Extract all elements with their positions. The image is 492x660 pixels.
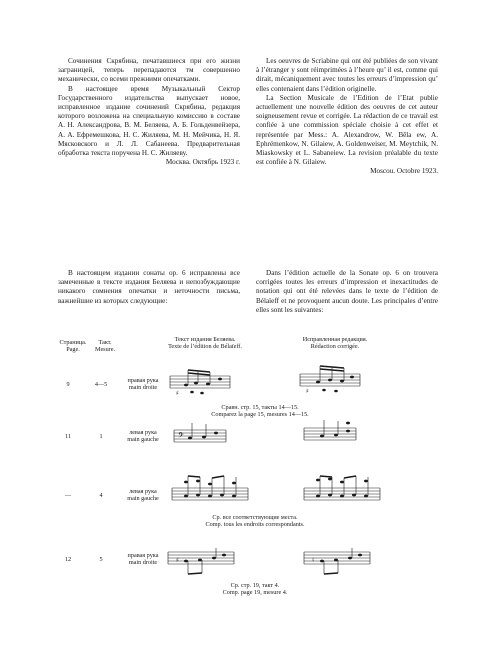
header-bar	[90, 339, 120, 354]
row-3-corrected-notation	[302, 472, 382, 512]
row-3-original-notation	[170, 472, 250, 512]
svg-text:♯: ♯	[306, 388, 309, 395]
row-4-bar: 5	[99, 556, 103, 563]
row-4-page: 12	[64, 556, 72, 563]
row-3-hand-fr: main gauche	[127, 495, 159, 503]
row-3-note-fr: Comp. tous les endroits correspondants.	[205, 521, 305, 529]
row-1-corrected-notation	[298, 360, 362, 396]
row-4-note-ru: Ср. стр. 19, такт 4.	[230, 582, 280, 589]
preface-russian	[58, 57, 240, 167]
row-3-page: —	[64, 492, 72, 499]
header-page-ru: Страница.	[59, 339, 87, 346]
header-page	[56, 339, 90, 354]
row-2-bar: 1	[99, 433, 103, 440]
preface-fr-signature: Moscou. Octobre 1923.	[370, 167, 438, 176]
header-corrected	[280, 336, 390, 351]
preface-ru-paragraph-1: Сочинения Скрябина, печатавшиеся при его жизни заграницей, теперь перепадаются тм совершенно механически, со всеми прежними опечатками.	[58, 57, 240, 84]
row-1-note-ru: Сравн. стр. 15, такты 14—15.	[221, 404, 299, 411]
header-bar-fr: Mesure.	[94, 346, 116, 354]
preface-fr-paragraph-1: Les oeuvres de Scriabine qui ont été publiées de son vivant à l’étranger y sont réimprimées à l’heure qu’ il est, comme qui dirait, mécaniquement avec toutes les erreurs d’impression qu’ elles contenaient dans l’édition originelle.	[256, 57, 438, 93]
row-2-hand-fr: main gauche	[127, 436, 159, 444]
row-3-hand	[118, 488, 168, 502]
row-1-hand	[118, 377, 168, 391]
intro-ru-text: В настоящем издании сонаты ор. 6 исправлены все замеченные в тексте издания Беляева и непозбуждающие никакого сомнения опечатки и неточности письма, важнейшие из которых следующие:	[58, 269, 240, 305]
row-4-hand	[118, 552, 168, 566]
intro-fr-text: Dans l’édition actuelle de la Sonate op. 6 on trouvera corrigées toutes les erreurs d’impression et inexactitudes de notation qui ont été relevées dans le texte de l’édition de Bélaïeff et ne provoquent aucun doute. Les principales d’entre elles sont les suivantes:	[256, 269, 438, 314]
row-3-bar: 4	[99, 492, 103, 499]
row-4-hand-fr: main droite	[128, 559, 158, 567]
svg-text:♮: ♮	[312, 557, 315, 564]
row-4-original-notation	[166, 544, 236, 580]
preface-ru-paragraph-2: В настоящее время Музыкальный Сектор Государственного издательства выпускает новое, исправленное издание сочинений Скрябина, редакция которого возложена на специальную комиссию в составе А. Н. Александрова, В. М. Беляева, А. Б. Гольденвейзера, А. А. Ефремешкова, Н. С. Жиляева, М. Н. Мейчика, Н. Я. Мясковского и Л. Л. Сабанеева. Предварительная обработка текста поручена Н. С. Жиляеву.	[58, 84, 240, 158]
row-4-corrected-notation	[302, 544, 372, 580]
header-corrected-fr: Rédaction corrigée.	[310, 343, 360, 351]
header-page-fr: Page.	[66, 346, 80, 354]
row-1-hand-fr: main droite	[128, 384, 158, 392]
row-4-note	[180, 582, 330, 597]
svg-text:𝄢: 𝄢	[178, 432, 184, 442]
row-1-hand-ru: правая рука	[127, 377, 159, 384]
row-2-page: 11	[65, 433, 71, 440]
intro-russian	[58, 269, 240, 306]
row-3-hand-ru: левая рука	[129, 488, 157, 495]
row-2-corrected-notation	[302, 414, 358, 448]
preface-french	[256, 57, 438, 177]
header-original-fr: Texte de l’édition de Bélaïeff.	[168, 343, 242, 351]
row-2-original-notation	[172, 418, 228, 450]
row-4-note-fr: Comp. page 19, mesure 4.	[222, 589, 288, 597]
row-3-note	[170, 514, 340, 529]
preface-ru-signature: Москва. Октябрь 1923 г.	[165, 158, 240, 167]
intro-french	[256, 269, 438, 315]
row-2-hand-ru: левая рука	[129, 429, 157, 436]
row-2-hand	[118, 429, 168, 443]
svg-text:♯: ♯	[176, 390, 179, 397]
header-bar-ru: Такт.	[98, 339, 112, 346]
row-3-note-ru: Ср. все соответствующие места.	[212, 514, 298, 521]
row-1-page: 9	[66, 381, 70, 388]
svg-text:♯: ♯	[176, 557, 179, 564]
header-corrected-ru: Исправленная редакция.	[302, 336, 368, 343]
header-original-text	[140, 336, 270, 351]
row-1-original-notation	[168, 366, 232, 398]
row-1-bar: 4—5	[94, 381, 108, 388]
header-original-ru: Текст издания Беляева.	[174, 336, 236, 343]
row-4-hand-ru: правая рука	[127, 552, 159, 559]
row-1-note-fr: Comparez la page 15, mesures 14—15.	[211, 411, 309, 419]
preface-fr-paragraph-2: La Section Musicale de l’Edition de l’Etat publie actuellement une nouvelle édition des oeuvres de cet auteur soigneusement revue et corrigée. La rédaction de ce travail est confiée à une commission spéciale choisie à cet effet et représentée par Mess.: A. Alexandrow, W. Bêla ew, A. Ephrémenkow, N. Gilaiew, A. Goldenweiser, M. Meytchik, N. Miaskowsky et L. Sabaneiew. La revision préalable du texte est confiée à N. Gilaiew.	[256, 93, 438, 167]
